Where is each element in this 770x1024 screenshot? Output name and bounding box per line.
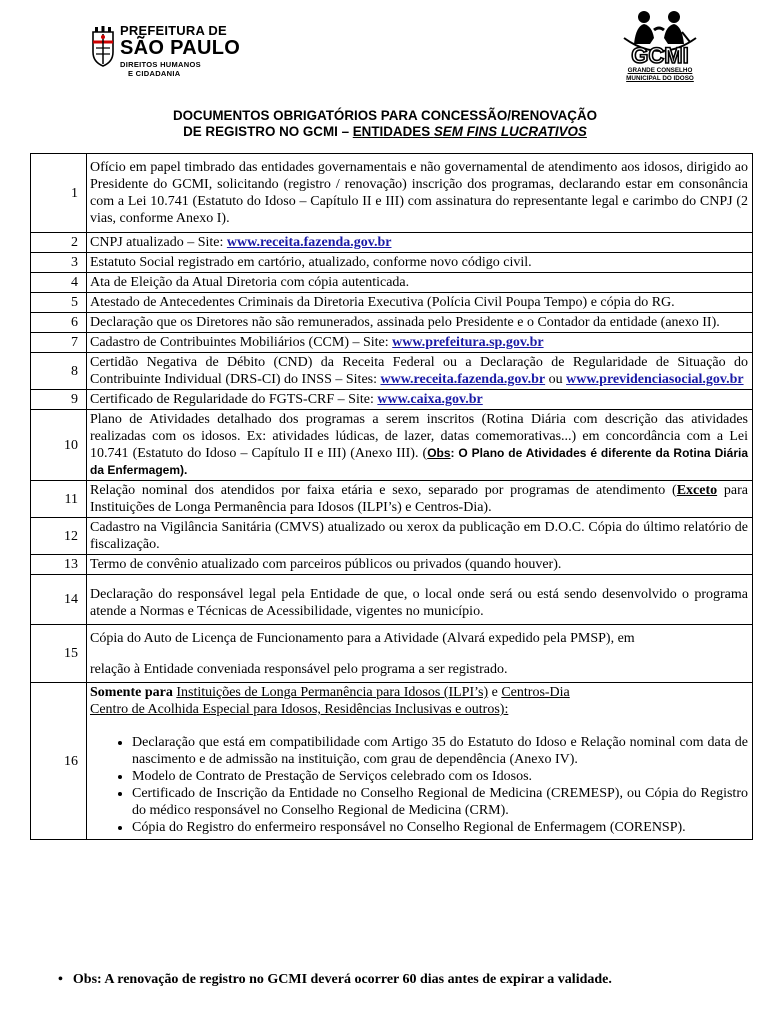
obs-text: : O Plano de Atividades é diferente da Rotina Diária da Enfermagem). (90, 446, 748, 477)
previdencia-link[interactable]: www.previdenciasocial.gov.br (566, 372, 744, 387)
row-text: Declaração que os Diretores não são remunerados, assinada pelo Presidente e o Contador da entidade (anexo II). (87, 313, 753, 333)
title-line2-c: SEM FINS LUCRATIVOS (433, 124, 587, 139)
row-text (87, 683, 753, 840)
title-line2-a: DE REGISTRO NO GCMI – (183, 124, 353, 139)
row-number: 4 (31, 273, 87, 293)
row-text: Atestado de Antecedentes Criminais da Diretoria Executiva (Polícia Civil Poupa Tempo) e cópia do RG. (87, 293, 753, 313)
requirements-list (90, 734, 748, 836)
caixa-link[interactable]: www.caixa.gov.br (377, 392, 483, 407)
row-text (87, 410, 753, 481)
row-number: 1 (31, 154, 87, 233)
list-item: • Certificado de Inscrição da Entidade no Conselho Regional de Medicina (CREMESP), ou Cópia do Registro do médico responsável no Conselho Regional de Medicina (CRM). (132, 785, 748, 819)
row-text-part: Cópia do Auto de Licença de Funcionamento para a Atividade (Alvará expedido pela PMSP), em (90, 630, 635, 646)
row-text-part: Certificado de Regularidade do FGTS-CRF – Site: (90, 392, 378, 407)
bullet-icon: • (58, 972, 63, 987)
row-number: 6 (31, 313, 87, 333)
gcmi-sub1: GRANDE CONSELHO (627, 67, 693, 74)
row-text: Cadastro na Vigilância Sanitária (CMVS) atualizado ou xerox da publicação em D.O.C. Cópia do último relatório de fiscalização. (87, 518, 753, 555)
row-text (87, 625, 753, 683)
obs-label: Obs (427, 446, 451, 460)
row-text: Termo de convênio atualizado com parceiros públicos ou privados (quando houver). (87, 555, 753, 575)
row-number: 8 (31, 353, 87, 390)
prefeitura-sao-paulo-logo (90, 22, 250, 78)
table-row (31, 333, 753, 353)
footer-note (58, 972, 612, 988)
list-item: • Modelo de Contrato de Prestação de Serviços celebrado com os Idosos. (132, 768, 748, 785)
table-row (31, 253, 753, 273)
elderly-figures-icon (620, 8, 700, 66)
prefeitura-link[interactable]: www.prefeitura.sp.gov.br (392, 335, 544, 350)
row-number: 7 (31, 333, 87, 353)
table-row (31, 390, 753, 410)
table-row (31, 518, 753, 555)
row-number: 9 (31, 390, 87, 410)
row-text-part: CNPJ atualizado – Site: (90, 235, 227, 250)
table-row (31, 625, 753, 683)
prefeitura-label: PREFEITURA DE (120, 23, 227, 38)
row-number: 12 (31, 518, 87, 555)
row-number: 14 (31, 575, 87, 625)
sao-paulo-label: SÃO PAULO (120, 37, 241, 59)
centro-acolhida-label: Centro de Acolhida Especial para Idosos, Residências Inclusivas e outros): (90, 702, 509, 717)
row-text (87, 353, 753, 390)
somente-para-label: Somente para (90, 685, 173, 700)
table-row (31, 575, 753, 625)
row-text-part: Cadastro de Contribuintes Mobiliários (CCM) – Site: (90, 335, 393, 350)
table-row (31, 410, 753, 481)
page-header (0, 0, 770, 110)
receita-link[interactable]: www.receita.fazenda.gov.br (380, 372, 546, 387)
cidadania-label: E CIDADANIA (128, 68, 181, 78)
table-row (31, 233, 753, 253)
row-text: Ofício em papel timbrado das entidades governamentais e não governamental de atendimento aos idosos, dirigido ao Presidente do GCMI, solicitando (registro / renovação) inscrição dos programas, declarando estar em consonância com a Lei 10.741 (Estatuto do Idoso – Capítulo II e III) com assinatura do representante legal e carimbo do CNPJ (2 vias, conforme Anexo I). (87, 154, 753, 233)
row-text-part: ou (545, 372, 567, 387)
row-text-part: relação à Entidade conveniada responsável pelo programa a ser registrado. (90, 661, 508, 677)
row-text (87, 333, 753, 353)
title-line2-b: ENTIDADES (352, 124, 434, 139)
row-number: 5 (31, 293, 87, 313)
row-text: Estatuto Social registrado em cartório, atualizado, conforme novo código civil. (87, 253, 753, 273)
title-line1: DOCUMENTOS OBRIGATÓRIOS PARA CONCESSÃO/RENOVAÇÃO (172, 108, 598, 123)
row-number: 15 (31, 625, 87, 683)
row-number: 16 (31, 683, 87, 840)
centros-dia-label: Centros-Dia (501, 685, 570, 700)
table-row (31, 273, 753, 293)
row-text (87, 481, 753, 518)
documents-table (30, 153, 753, 840)
gcmi-logo (620, 8, 700, 86)
table-row (31, 683, 753, 840)
row-number: 10 (31, 410, 87, 481)
row-text: Ata de Eleição da Atual Diretoria com cópia autenticada. (87, 273, 753, 293)
row-text-part: Relação nominal dos atendidos por faixa etária e sexo, separado por programas de atendimento ( (90, 483, 677, 498)
row-number: 2 (31, 233, 87, 253)
row-number: 3 (31, 253, 87, 273)
gcmi-wordmark: GCMI (631, 43, 689, 66)
row-text (87, 233, 753, 253)
row-text-part: para Instituições de Longa Permanência para Idosos (ILPI’s) e Centros-Dia). (90, 483, 748, 515)
direitos-humanos-label: DIREITOS HUMANOS (120, 60, 201, 69)
ilpi-label: Instituições de Longa Permanência para Idosos (ILPI’s) (176, 685, 489, 700)
row-number: 13 (31, 555, 87, 575)
table-row (31, 353, 753, 390)
row-text-part: Certidão Negativa de Débito (CND) da Receita Federal ou a Declaração de Regularidade de Situação do Contribuinte Individual (DRS-CI) do INSS – Sites: (90, 355, 748, 387)
table-row (31, 154, 753, 233)
table-row (31, 481, 753, 518)
list-item: • Declaração que está em compatibilidade com Artigo 35 do Estatuto do Idoso e Relação nominal com data de nascimento e de admissão na instituição, com grau de dependência (Anexo IV). (132, 734, 748, 768)
row-text-part: e (488, 685, 502, 700)
row-text-part: Plano de Atividades detalhado dos programas a serem inscritos (Rotina Diária com descrição das atividades realizadas com os idosos. Ex: atividades lúdicas, de lazer, datas comemorativas...) em concordância com a Lei 10.741 (Estatuto do Idoso – Capítulo II e III) (Anexo III). ( (90, 412, 748, 461)
table-row (31, 313, 753, 333)
list-item: • Cópia do Registro do enfermeiro responsável no Conselho Regional de Enfermagem (CORENSP). (132, 819, 748, 836)
row-number: 11 (31, 481, 87, 518)
exceto-label: Exceto (676, 483, 718, 498)
document-title (0, 108, 770, 140)
receita-link[interactable]: www.receita.fazenda.gov.br (226, 235, 392, 250)
row-text: Declaração do responsável legal pela Entidade de que, o local onde será ou está sendo desenvolvido o programa atende a Normas e Técnicas de Acessibilidade, vigentes no município. (87, 575, 753, 625)
title-line2 (0, 124, 770, 140)
city-crest-icon (90, 26, 116, 68)
row-text (87, 390, 753, 410)
table-row (31, 555, 753, 575)
gcmi-sub2: MUNICIPAL DO IDOSO (626, 75, 694, 82)
table-row (31, 293, 753, 313)
footer-text: Obs: A renovação de registro no GCMI deverá ocorrer 60 dias antes de expirar a validade. (72, 972, 612, 987)
